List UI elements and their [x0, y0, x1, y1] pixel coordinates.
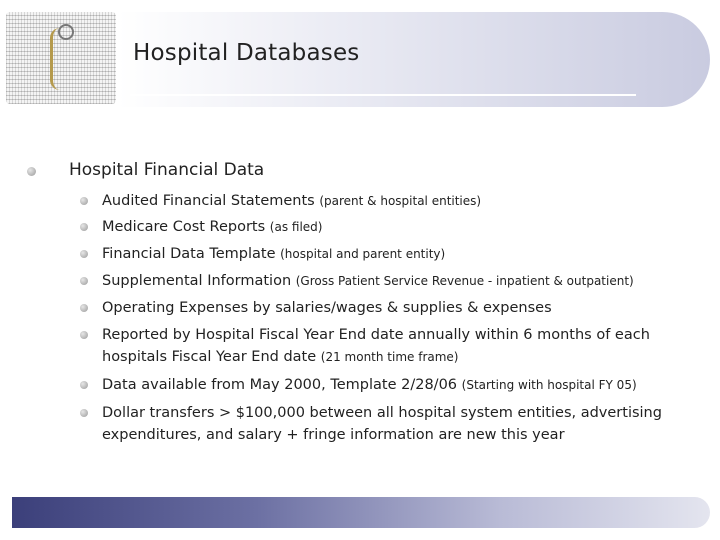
item-text: Operating Expenses by salaries/wages & supplies & expenses	[102, 300, 552, 316]
item-note: (parent & hospital entities)	[319, 194, 482, 208]
item-text: Data available from May 2000, Template 2/28/06	[102, 377, 458, 393]
footer-bar	[12, 497, 710, 528]
bullet-icon	[80, 223, 88, 231]
bullet-icon	[80, 197, 88, 205]
logo-staff	[50, 28, 73, 90]
item-note: (Starting with hospital FY 05)	[461, 378, 637, 392]
title-divider	[130, 94, 636, 96]
slide-title: Hospital Databases	[133, 40, 360, 66]
bullet-icon	[80, 304, 88, 312]
caduceus-logo-icon	[6, 12, 116, 104]
bullet-icon	[80, 277, 88, 285]
item-text: Audited Financial Statements	[102, 193, 315, 209]
bullet-icon	[80, 409, 88, 417]
section-label: Hospital Financial Data	[69, 160, 265, 180]
bullet-icon	[80, 250, 88, 258]
item-text: Dollar transfers > $100,000 between all hospital system entities, advertising expenditures, and salary + fringe information are new this year	[102, 405, 662, 443]
bullet-icon	[80, 331, 88, 339]
item-note: (Gross Patient Service Revenue - inpatient & outpatient)	[295, 274, 634, 288]
bullet-icon	[27, 167, 36, 176]
item-note: (as filed)	[269, 220, 323, 234]
item-text: Medicare Cost Reports	[102, 219, 266, 235]
item-note: (21 month time frame)	[320, 350, 459, 364]
bullet-icon	[80, 381, 88, 389]
item-note: (hospital and parent entity)	[280, 247, 446, 261]
item-text: Supplemental Information	[102, 273, 292, 289]
item-text: Financial Data Template	[102, 246, 276, 262]
item-text: Reported by Hospital Fiscal Year End date annually within 6 months of each hospitals Fiscal Year End date	[102, 327, 650, 365]
